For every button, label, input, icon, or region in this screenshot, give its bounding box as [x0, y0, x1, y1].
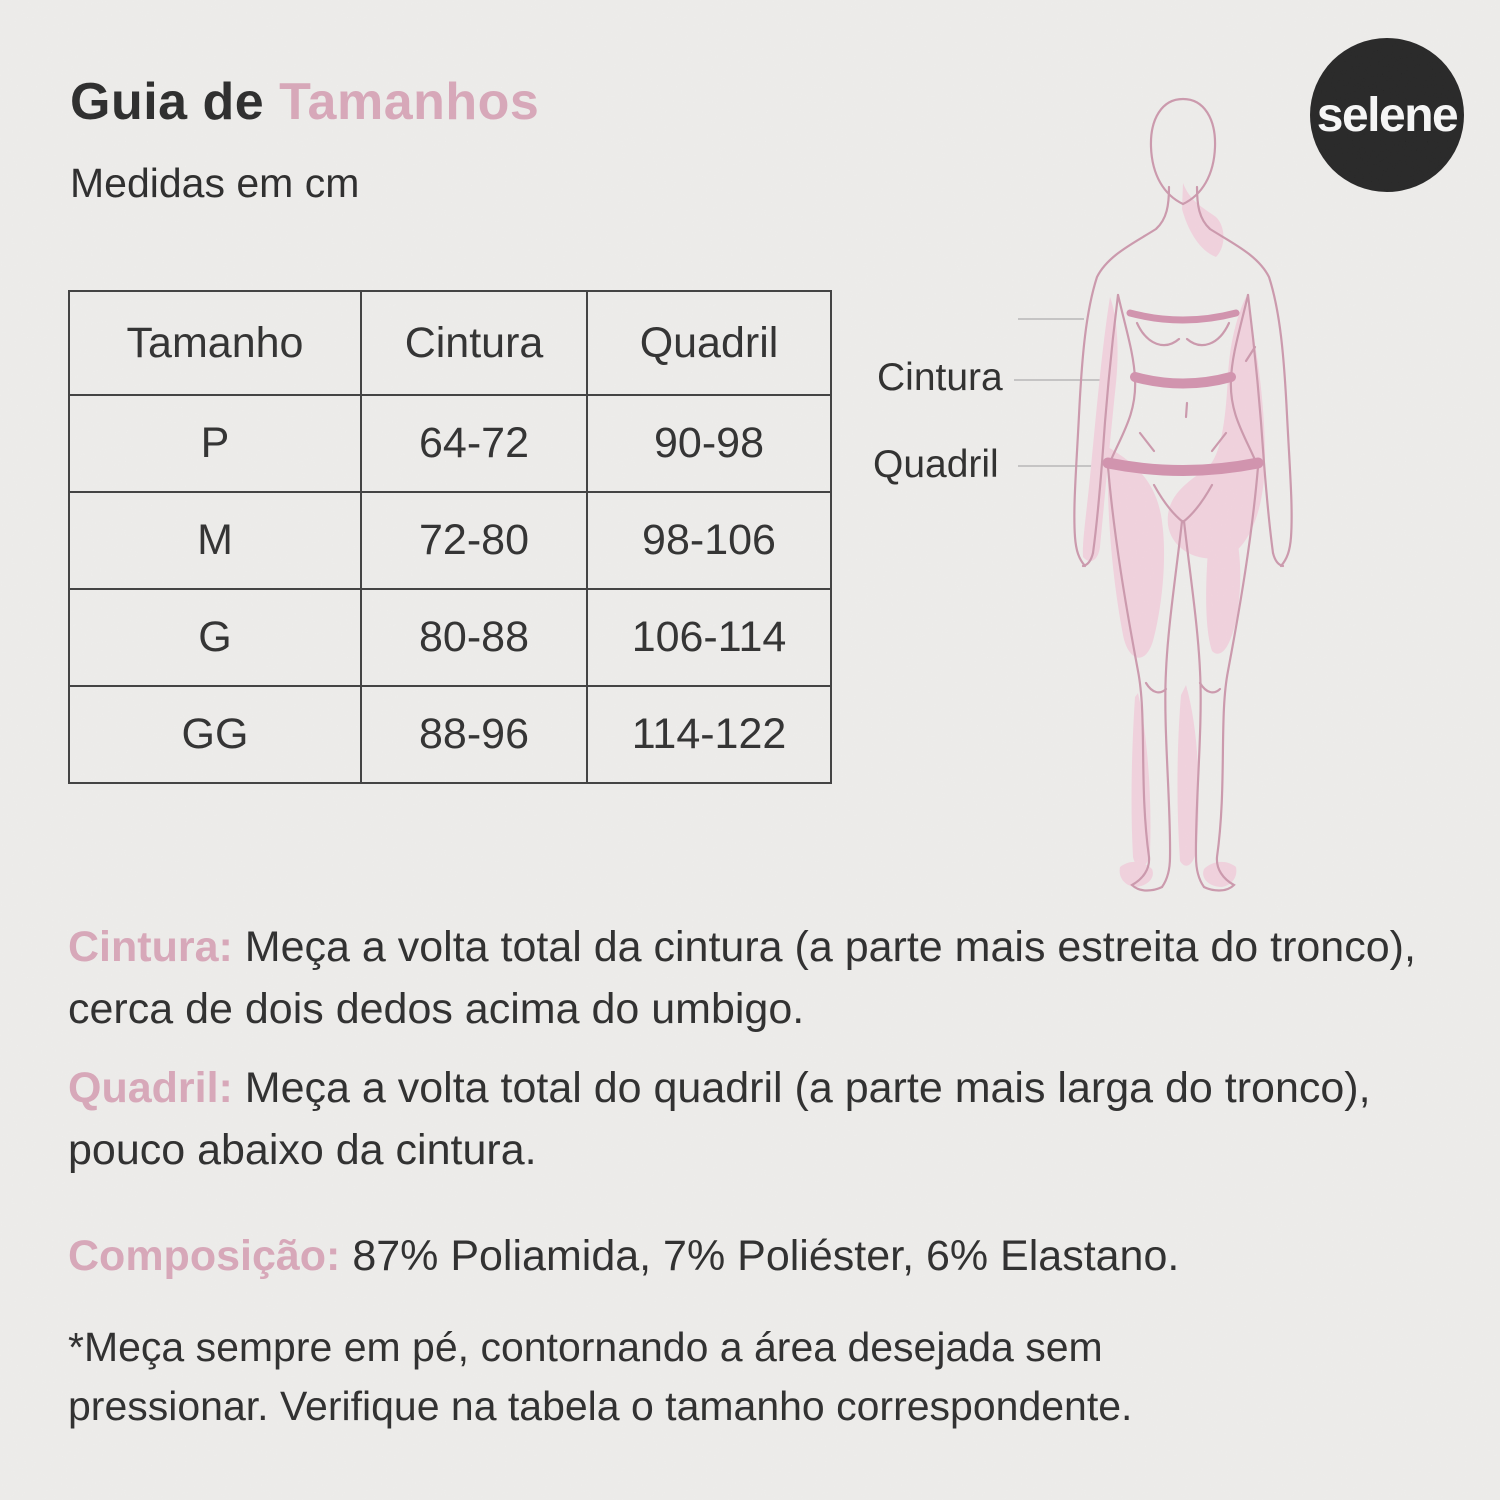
quadril-instruction-label: Quadril:	[68, 1063, 233, 1112]
cintura-instruction-label: Cintura:	[68, 923, 233, 971]
cintura-cell: 88-96	[361, 686, 587, 783]
composition-info	[68, 1225, 1440, 1287]
hip-crease-left	[1140, 433, 1154, 451]
quadril-instruction	[68, 1057, 1440, 1182]
measurement-instructions	[68, 916, 1440, 1437]
cintura-cell: 72-80	[361, 492, 587, 589]
table-row	[69, 395, 831, 492]
page-title-accent: Tamanhos	[279, 73, 540, 131]
bust-curve-right	[1187, 323, 1229, 345]
hip-band-line	[1108, 463, 1258, 471]
knee-right	[1200, 683, 1220, 692]
quadril-cell: 98-106	[587, 492, 831, 589]
figure-label-quadril: Quadril	[873, 443, 999, 486]
column-header-cintura: Cintura	[361, 291, 587, 395]
composition-text: 87% Poliamida, 7% Poliéster, 6% Elastano.	[340, 1232, 1180, 1281]
selene-logo-text: selene	[1316, 88, 1458, 142]
measurement-footnote: *Meça sempre em pé, contornando a área desejada sem pressionar. Verifique na tabela o tamanho correspondente.	[68, 1323, 1133, 1430]
column-header-quadril: Quadril	[587, 291, 831, 395]
bust-curve-left	[1137, 323, 1179, 345]
table-header-row	[69, 291, 831, 395]
quadril-cell: 114-122	[587, 686, 831, 783]
size-cell: G	[69, 589, 361, 686]
cintura-cell: 80-88	[361, 589, 587, 686]
size-cell: GG	[69, 686, 361, 783]
quadril-cell: 106-114	[587, 589, 831, 686]
size-cell: P	[69, 395, 361, 492]
quadril-instruction-text: Meça a volta total do quadril (a parte mais larga do tronco), pouco abaixo da cintura.	[68, 1063, 1371, 1175]
figure-label-cintura: Cintura	[877, 356, 1003, 399]
cintura-cell: 64-72	[361, 395, 587, 492]
knee-left	[1146, 683, 1166, 692]
size-table	[68, 290, 832, 784]
figure-shading-patches	[1083, 183, 1265, 887]
page-title	[70, 72, 539, 132]
body-figure-illustration	[1050, 85, 1330, 910]
selene-logo	[1310, 38, 1464, 192]
page-subtitle: Medidas em cm	[70, 160, 360, 206]
cintura-instruction-text: Meça a volta total da cintura (a parte mais estreita do tronco), cerca de dois dedos acima do umbigo.	[68, 923, 1416, 1034]
cintura-instruction	[68, 916, 1440, 1041]
column-header-tamanho: Tamanho	[69, 291, 361, 395]
waist-band-line	[1135, 377, 1231, 384]
navel-mark	[1186, 403, 1187, 417]
table-row	[69, 686, 831, 783]
table-row	[69, 492, 831, 589]
quadril-cell: 90-98	[587, 395, 831, 492]
size-cell: M	[69, 492, 361, 589]
table-row	[69, 589, 831, 686]
hip-thigh-shading	[1108, 447, 1164, 658]
page-title-prefix: Guia de	[70, 73, 280, 131]
bust-band-line	[1130, 313, 1236, 320]
composition-label: Composição:	[68, 1232, 341, 1281]
